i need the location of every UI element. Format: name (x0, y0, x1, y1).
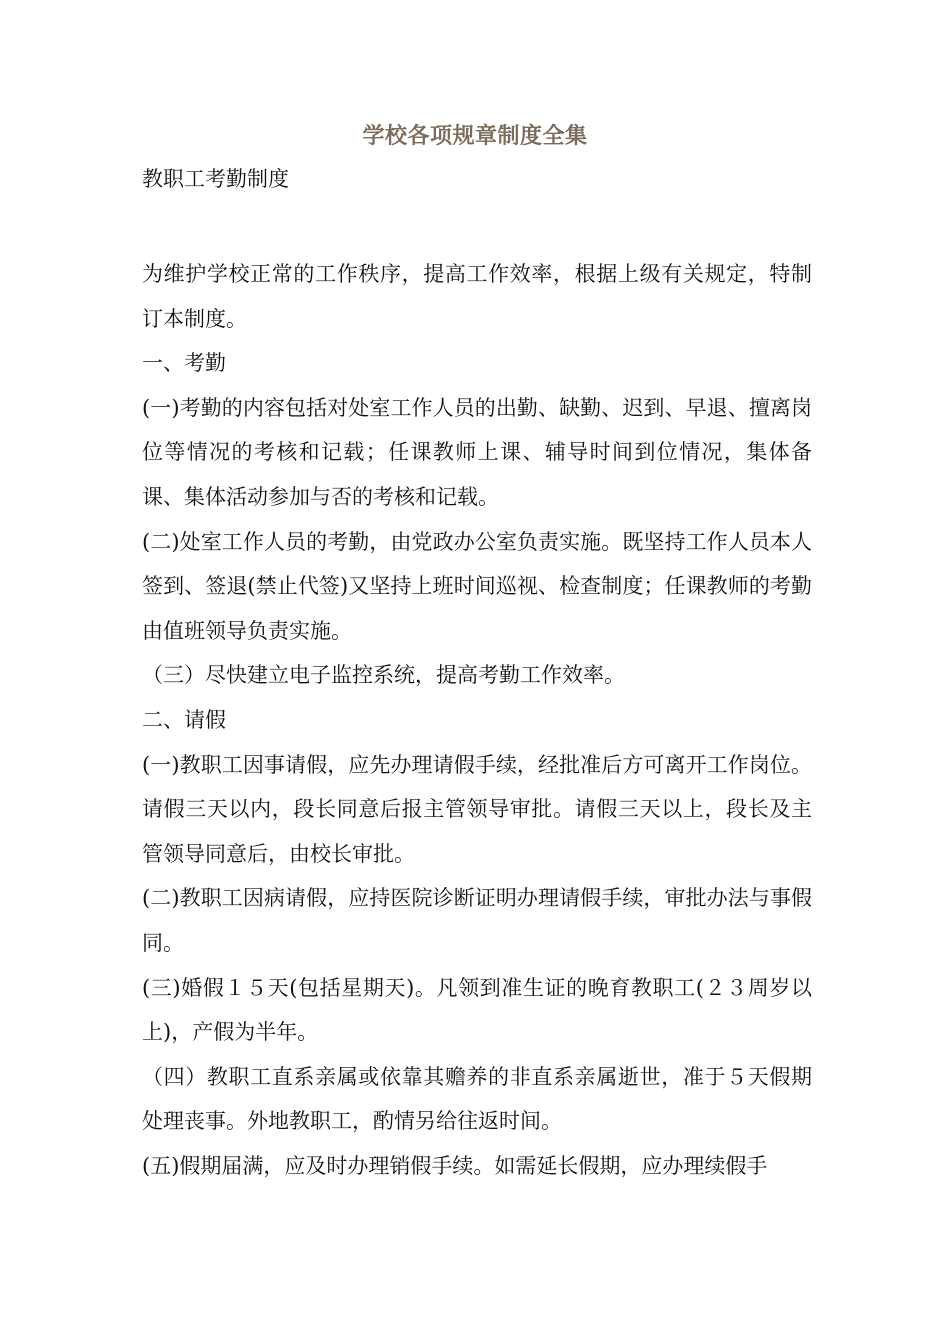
paragraph-leave-1: (一)教职工因事请假，应先办理请假手续，经批准后方可离开工作岗位。请假三天以内，段长同意后报主管领导审批。请假三天以上，段长及主管领导同意后，由校长审批。 (142, 752, 812, 866)
heading-attendance: 一、考勤 (142, 351, 226, 376)
document-body (142, 252, 812, 1188)
paragraph-leave-3: (三)婚假１５天(包括星期天)。凡领到准生证的晚育教职工(２３周岁以上)，产假为半年。 (142, 975, 812, 1045)
paragraph-attendance-2: (二)处室工作人员的考勤，由党政办公室负责实施。既坚持工作人员本人签到、签退(禁止代签)又坚持上班时间巡视、检查制度；任课教师的考勤由值班领导负责实施。 (142, 529, 812, 643)
paragraph-attendance-3: （三）尽快建立电子监控系统，提高考勤工作效率。 (142, 663, 625, 688)
paragraph-attendance-1: (一)考勤的内容包括对处室工作人员的出勤、缺勤、迟到、早退、擅离岗位等情况的考核和记载；任课教师上课、辅导时间到位情况，集体备课、集体活动参加与否的考核和记载。 (142, 395, 812, 509)
paragraph-leave-5: (五)假期届满，应及时办理销假手续。如需延长假期，应办理续假手 (142, 1153, 768, 1178)
heading-leave: 二、请假 (142, 707, 226, 732)
section-title: 教职工考勤制度 (142, 167, 289, 191)
document-title: 学校各项规章制度全集 (362, 123, 588, 149)
paragraph-leave-4: （四）教职工直系亲属或依靠其赡养的非直系亲属逝世，准于５天假期处理丧事。外地教职工，酌情另给往返时间。 (142, 1064, 812, 1134)
paragraph-intro: 为维护学校正常的工作秩序，提高工作效率，根据上级有关规定，特制订本制度。 (142, 262, 812, 331)
paragraph-leave-2: (二)教职工因病请假，应持医院诊断证明办理请假手续，审批办法与事假同。 (142, 886, 812, 955)
